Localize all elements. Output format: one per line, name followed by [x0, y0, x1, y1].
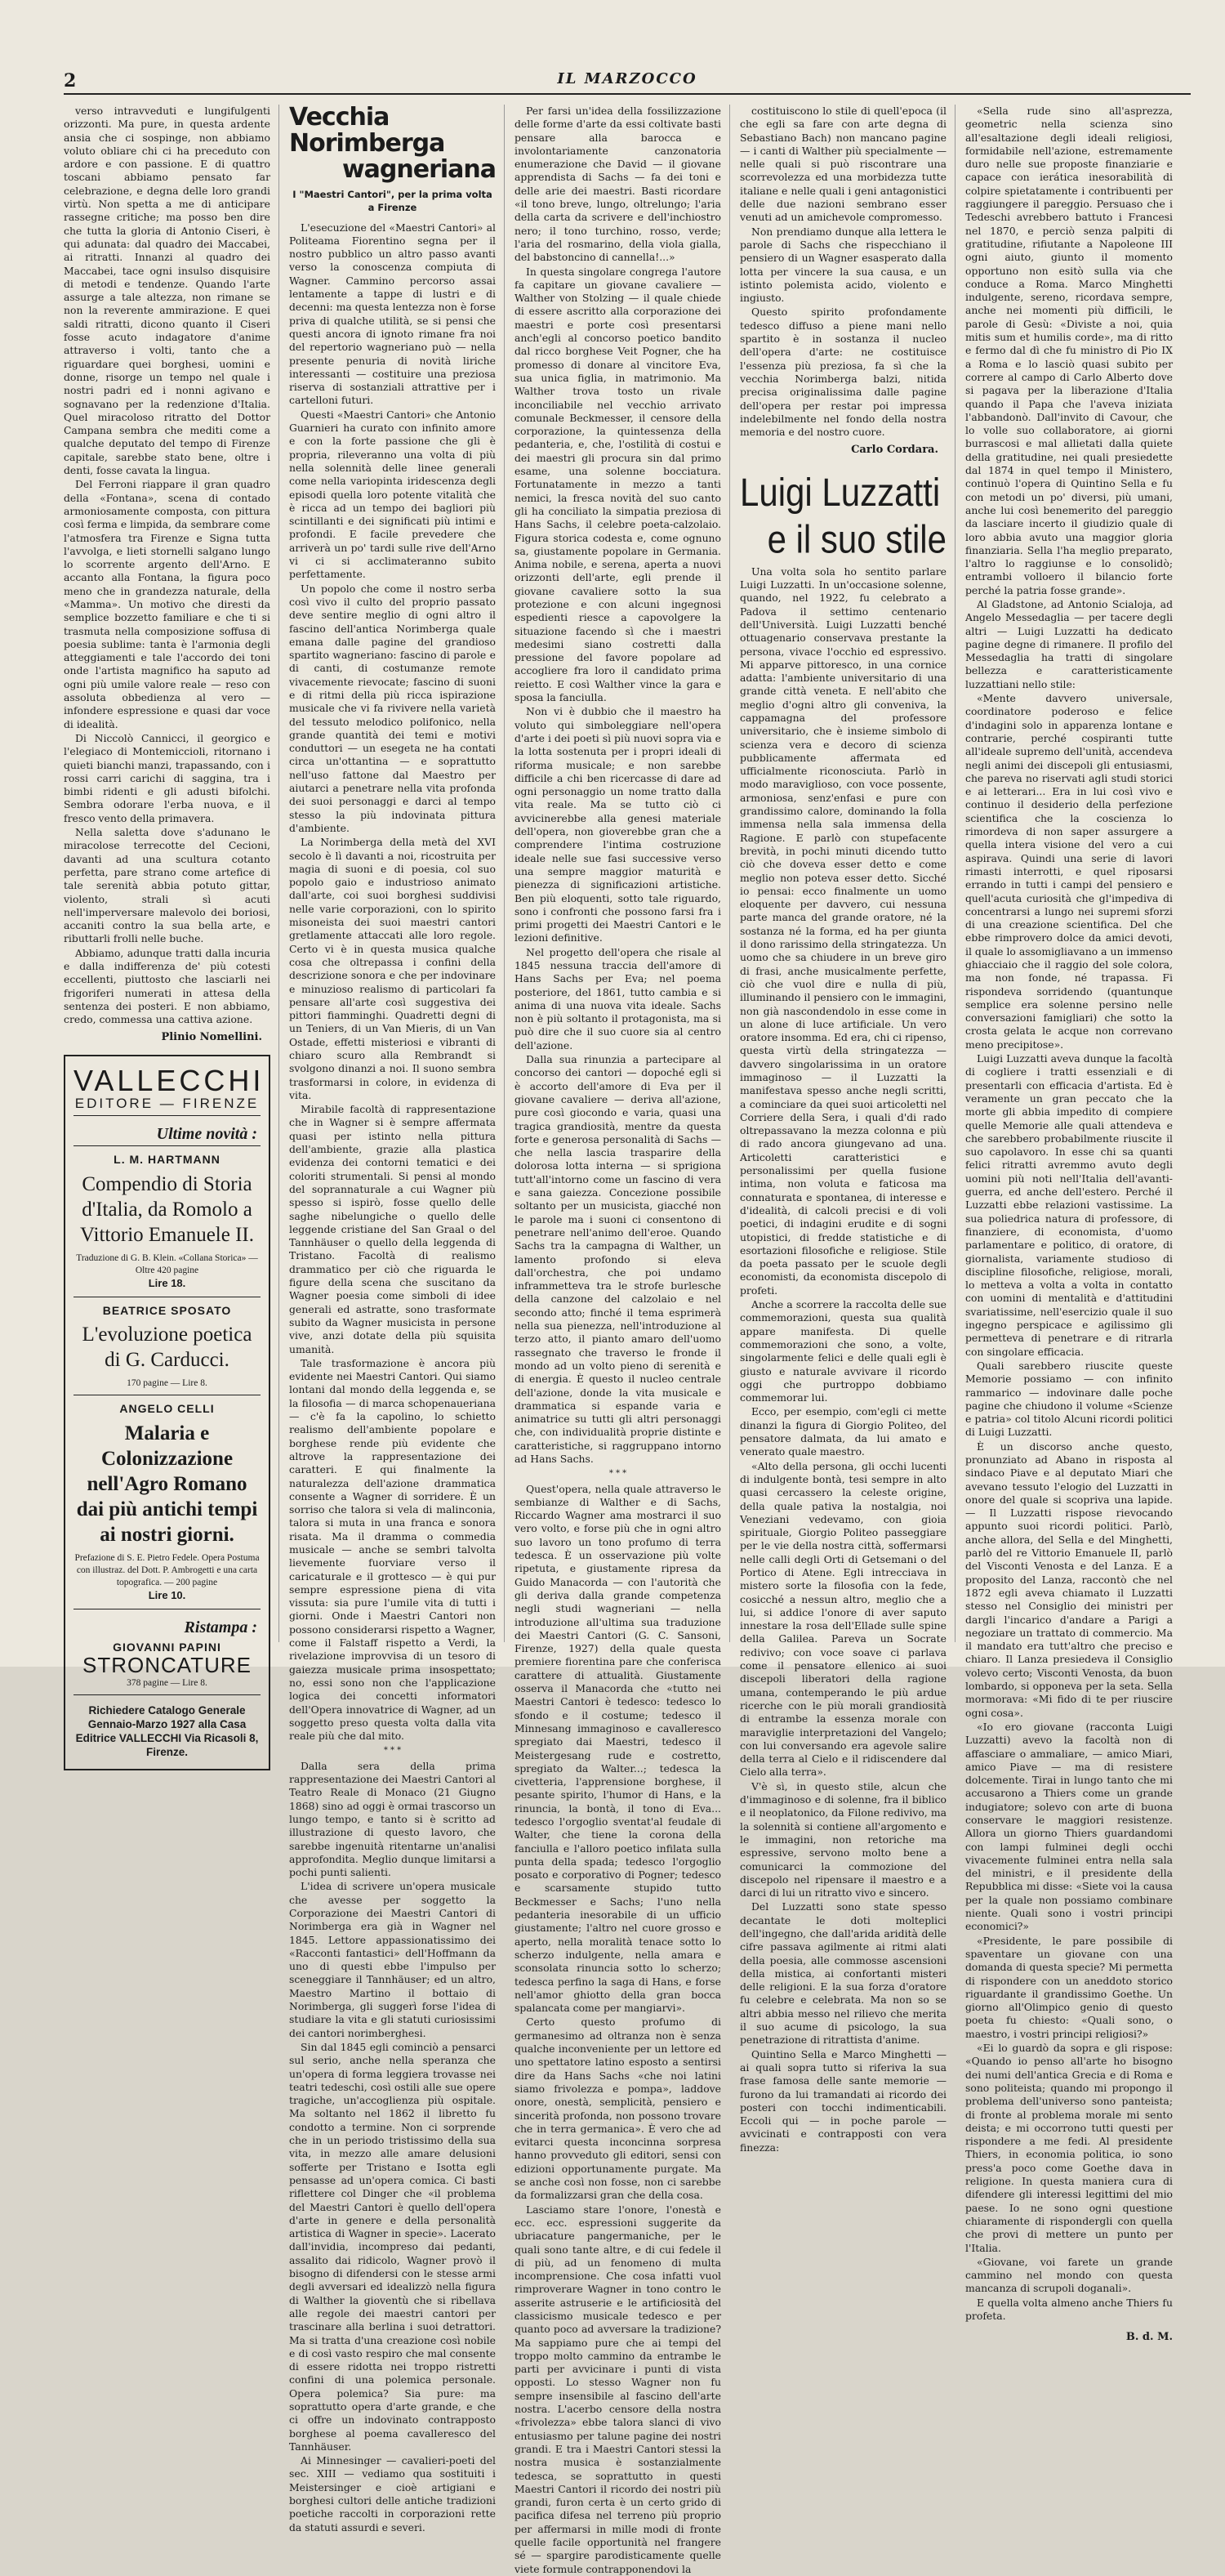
section-separator: * * * [383, 1746, 402, 1756]
headline-line: e il suo stile [767, 516, 947, 561]
ad-publisher: VALLECCHI [74, 1063, 265, 1097]
vallecchi-advertisement [64, 1055, 270, 1770]
ad-book-title: L'evoluzione poetica di G. Carducci. [82, 1324, 252, 1372]
article-headline: wagneriana [341, 155, 496, 184]
paragraph: Lasciamo stare l'onore, l'onestà e ecc. ecc. espressioni suggerite da ubriacature pangermaniche, per le quali sono tante altre, e di cui fedele il di più, ad un fenomeno di multa incomprensione. Che cosa infatti vuol rimproverare Wagner in tono contro le asserite astruserie e le artificiosità del classicismo musicale tedesco e per quanto poco ad avversare la tradizione? Ma sappiamo pure che ai tempi del troppo molto cammino da entrambe le parti per avvicinare i punti di vista opposti. Lo stesso Wagner non fu sempre insensibile al fascino dell'arte nostra. L'acerbo censore della nostra «frivolezza» ebbe talora slanci di vivo entusiasmo per talune pagine dei nostri grandi. E tra i Maestri Cantori stessi la nostra musica è sostanzialmente tedesca, se soprattutto in questi Maestri Cantori il ricordo dei nostri più grandi, furon certa è un certo grido di pacifica difesa nel terreno più proprio per affermarsi in mille modi di fronte quelle facile opportunità nel frangere sé — spargire parodisticamente quelle viete formule contrapponendovi la [514, 2203, 721, 2575]
ad-reprint-label: Ristampa : [184, 1618, 257, 1636]
paragraph: costituiscono lo stile di quell'epoca (il che egli sa fare con arte degna di Sebastiano Bach) non mancano pagine — i canti di Walther più specialmente — nelle quali si può riscontrare una scorrevolezza ed una morbidezza tutte italiane e nelle quali i geni antagonistici delle due nazioni sembrano esser venuti ad un amichevole compromesso. [740, 105, 947, 224]
paragraph: «Presidente, le pare possibile di spaventare un giovane con una domanda di questa specie? Mi permetta di rispondere con un aneddoto storico riguardante il grandissimo Goethe. Un giorno all'Olimpico genio di questo poeta fu chiesto: «Quali sono, o maestro, i vostri principi religiosi?» [965, 1934, 1173, 2040]
ad-book-author: ANGELO CELLI [119, 1402, 215, 1416]
paragraph: Tale trasformazione è ancora più evidente nei Maestri Cantori. Qui siamo lontani dal mondo della leggenda e, se la filosofia — di marca schopenaueriana — c'è fa la capolino, lo schietto realismo dell'ambiente popolare e borghese rende più evidente che altrove la rappresentazione dei caratteri. E qui finalmente la naturalezza dell'azione drammatica consente a Wagner di sorridere. È un sorriso che talora si vela di malinconia, talora si muta in una franca e sonora risata. Ma il dramma o commedia musicale — anche se sembri talvolta lievemente fuorviare verso il caricaturale e il grottesco — è qui pur sempre espressione piena di vita vissuta: sia pure l'umile vita di tutti i giorni. Onde i Maestri Cantori non possono considerarsi rispetto a Wagner, come il Falstaff rispetto a Verdi, la rivelazione improvvisa di un tesoro di gaiezza musicale prima insospettato; no, essi sono non che l'applicazione logica dei concetti informatori dell'Opera innovatrice di Wagner, ad un soggetto preso questa volta dalla vita reale più che dal mito. [289, 1356, 496, 1743]
headline-line: Luigi Luzzatti [740, 469, 941, 514]
ad-book-price: Lire 18. [148, 1276, 186, 1289]
ad-reprint-detail: 378 pagine — Lire 8. [127, 1677, 207, 1688]
article-subhead: I "Maestri Cantori", per la prima volta a Firenze [292, 189, 492, 214]
paragraph: «Giovane, voi farete un grande cammino nel mondo con questa mancanza di scrupoli doganali». [965, 2255, 1173, 2295]
paragraph: È un discorso anche questo, pronunziato ad Abano in risposta al sindaco Piave e al deputato Miari che avevano tessuto l'elogio del Luzzatti in onore del quale si scopriva una lapide. — Il Luzzatti rispose rievocando appunto suoi ricordi politici. Parlò, anche allora, del Sella e del Minghetti, parlò del re Vittorio Emanuele II, parlò del Visconti Venosta e del Lanza. E a proposito del Lanza, raccontò che nel 1872 egli aveva chiamato il Luzzatti stesso nel Consiglio dei ministri per dargli l'incarico d'andare a Parigi a negoziare un trattato di commercio. Ma il mandato era tutt'altro che preciso e chiaro. Il Lanza presiedeva il Consiglio volevo certo; Visconti Venosta, da buon lombardo, si opponeva per la seta. Sella mormorava: «Mi fido di te per riuscire ogni cosa». [965, 1440, 1173, 1719]
paragraph: verso intravveduti e lungifulgenti orizzonti. Ma pure, in questa ardente ansia che ci sospinge, non abbiamo voluto obliare chi ci ha preceduto con ardore e con passione. E di quattro toscani abbiamo pensato far celebrazione, e degna delle loro grandi virtù. Non spetta a me di anticipare rassegne critiche; ma posso ben dire che tutta la gloria di Antonio Ciseri, è qui adunata: dal quadro dei Maccabei, ai ritratti. Innanzi al quadro dei Maccabei, tace ogni insulso disquisire di metodi e tendenze. Quando l'arte assurge a tale altezza, non rimane se non la reverente ammirazione. E quei saldi ritratti, dicono quanto il Ciseri fosse acuto indagatore d'anime attraverso i volti, tanto che a riguardare quei borghesi, uomini e donne, risorge un tempo nel quale i nostri padri ed i nonni agivano e sognavano per la redenzione d'Italia. Quel miracoloso ritratto del Dottor Campana sembra che mediti come a qualche deputato del tempo di Firenze capitale, sarebbe stato bene, oltre i denti, fosse cavata la lingua. [64, 105, 270, 477]
paragraph: Luigi Luzzatti aveva dunque la facoltà di cogliere i tratti essenziali e di presentarli con efficacia d'artista. Ed è veramente un gran peccato che la morte gli abbia impedito di compiere quelle Memorie alle quali attendeva e che sarebbero probabilmente riuscite il suo capolavoro. In esse chi sa quanti felici ritratti avremmo avuto degli uomini più noti nell'Italia dell'avanti-guerra, ed anche dell'estero. Perché il Luzzatti ebbe relazioni vastissime. La sua poliedrica natura di professore, di finanziere, di economista, d'uomo parlamentare e politico, di oratore, di giornalista, variamente studioso di discipline filosofiche, religiose, morali, lo metteva a volta a volta in contatto con uomini di mentalità e d'attitudini svariatissime, nell'esercizio quale il suo ingegno perspicace e agilissimo gli permetteva di penetrare e di ritrarla con singolare efficacia. [965, 1052, 1173, 1358]
paragraph: Una volta sola ho sentito parlare Luigi Luzzatti. In un'occasione solenne, quando, nel 1922, fu celebrato a Padova il settimo centenario dell'Università. Luigi Luzzatti benché ottuagenario conservava prestante la persona, vivace l'occhio ed espressivo. Mi apparve pittoresco, in una cornice adatta: l'ambiente universitario di una grande città veneta. E nell'abito che meglio d'ogni altro gli conveniva, la cappamagna del professore universitario, che è insieme simbolo di scienza vera e decoro di scienza pubblicamente affermata ed ufficialmente riconosciuta. Parlò in modo maraviglioso, con voce possente, armoniosa, senz'enfasi e pure con grandissimo calore, dominando la folla immensa nella sala immensa della Ragione. E parlò con stupefacente brevità, in pochi minuti dicendo tutto ciò che doveva esser detto e come meglio non poteva esser detto. Sicché io pensai: ecco finalmente un uomo eloquente per davvero, cui nessuna parte manca del grande oratore, né la sostanza né la forma, ed ha per giunta il dono rarissimo della stringatezza. Un uomo che sa chiudere in un breve giro di frasi, anche musicalmente perfette, ciò che vuol dire e nulla di più, illuminando il pensiero con le immagini, non già nascondendolo in esse come in un alone di luce artificiale. Un vero oratore insomma. Ed era, chi ci ripenso, questa virtù della stringatezza — davvero singolarissima in un oratore immaginoso — il Luzzatti la manifestava spesso anche negli scritti, a cominciare da quei suoi articoletti nel Corriere della Sera, i quali d'di rado oltrepassavano la mezza colonna e più di rado ancora giungevano ad una. Articoletti caratteristici e personalissimi per quella fusione intima, non voluta e faticosa ma connaturata e spontanea, di interesse e d'idealità, di calcoli precisi e di voli poetici, di indagini erudite e di sogni utopistici, di fredde statistiche e di esortazioni filosofiche e religiose. Stile da poeta passato per le scuole degli economisti, da economista discepolo di profeti. [740, 565, 947, 1297]
article-headline: Vecchia Norimberga [289, 103, 445, 158]
section-separator: * * * [608, 1469, 627, 1479]
paragraph: Ai Minnesinger — cavalieri-poeti del sec. XIII — vediamo qua sostituiti i Meistersinger e cioè artigiani e borghesi cultori delle antiche tradizioni poetiche raccolti in corporazioni rette da statuti assurdi e severi. [289, 2454, 496, 2534]
paragraph: Nella saletta dove s'adunano le miracolose terrecotte del Cecioni, davanti ad una scultura cotanto perfetta, pare strano come artefice di tale serenità abbia potuto gittar, violento, strali sì acuti nell'imperversare malevolo dei boriosi, accaniti contro la sua bella arte, e ributtarli frolli nelle buche. [64, 826, 270, 945]
ad-new-label: Ultime novità : [156, 1125, 257, 1144]
paragraph: Quali sarebbero riuscite queste Memorie possiamo — con infinito rammarico — indovinare dalle poche pagine che chiudono il volume «Scienze e patria» col titolo Alcuni ricordi politici di Luigi Luzzatti. [965, 1359, 1173, 1439]
ad-book-price: Lire 10. [148, 1588, 186, 1601]
ad-divider [74, 1694, 261, 1695]
ad-book-detail: 170 pagine — Lire 8. [127, 1378, 207, 1389]
paragraph: «Io ero giovane (racconta Luigi Luzzatti) avevo la facoltà non di affasciare o ammaliare, — amico Miari, amico Piave — ma di resistere dolcemente. Tirai in lungo tanto che mi accusarono a Thiers come un grande indugiatore; solevo con arte di buona conservare le maggiori resistenze. Allora un giorno Thiers guardandomi con lampi fulminei degli occhi vivacemente fulminei entra nella sala del ministri, e il presidente della Repubblica mi disse: «Siete voi la causa per la quale non possiamo combinare niente. Quali sono i vostri principi economici?» [965, 1720, 1173, 1933]
paragraph: Abbiamo, adunque tratti dalla incuria e dalla indifferenza de' più cotesti eccellenti, piuttosto che lasciarli nei frigoriferi numerati in attesa della sentenza dei posteri. E non abbiamo, credo, commessa una cattiva azione. [64, 946, 270, 1026]
paragraph: L'idea di scrivere un'opera musicale che avesse per soggetto la Corporazione dei Maestri Cantori di Norimberga era già in Wagner nel 1845. Lettore appassionatissimo dei «Racconti fantastici» dell'Hoffmann da uno di questi ebbe l'impulso per sceneggiare il Tannhäuser; ed un altro, Maestro Martino il bottaio di Norimberga, gli suggerì forse l'idea di studiare la vita e gli statuti curiosissimi dei cantori norimberghesi. [289, 1880, 496, 2039]
paragraph: Non vi è dubbio che il maestro ha voluto qui simboleggiare nell'opera d'arte i dei poeti sì più nuovi sopra via e la lotta sostenuta per i propri ideali di riforma musicale; e non sarebbe difficile a chi ben ricercasse di dare ad ogni personaggio un nome tratto dalla vita reale. Ma se tutto ciò ci avvicinerebbe alla genesi materiale dell'opera, non gioverebbe gran che a comprendere l'intima costruzione ideale nelle sue fasi successive verso una sempre maggior maturità e pienezza di significazioni artistiche. Ben più eloquenti, sotto tale riguardo, sono i confronti che possono farsi fra i primi progetti dei Maestri Cantori e le lezioni definitive. [514, 705, 721, 944]
paragraph: Non prendiamo dunque alla lettera le parole di Sachs che rispecchiano il pensiero di un Wagner esasperato dalla lotta per vincere la sua causa, e un istinto polemista acido, violento e ingiusto. [740, 225, 947, 305]
paragraph: Quest'opera, nella quale attraverso le sembianze di Walther e di Sachs, Riccardo Wagner ama mostrarci il suo vero volto, e forse più che in ogni altro suo lavoro un tono profumo di terra tedesca. È un osservazione più volte ripetuta, e giustamente ripresa da Guido Manacorda — con l'autorità che gli deriva dalla grande competenza negli studi wagneriani — nella introduzione all'ultima sua traduzione dei Maestri Cantori (G. C. Sansoni, Firenze, 1927) della quale questa premiere fiorentina pare che conferisca carattere di attualità. Giustamente osserva il Manacorda che «tutto nei Maestri Cantori è tedesco: tedesco lo sfondo e il costume; tedesco il Minnesang immaginoso e cavalleresco spregiato dai Maestri, tedesco il Meistergesang rude e costretto, spregiato da Walter...; tedesca la civetteria, l'apprensione borghese, il pesante spirito, l'humor di Hans, e la rinuncia, la bontà, il tono di Eva... tedesco l'orgoglio sventat'al feudale di Walter, che tiene la corona della fanciulla e l'alloro poetico infilata sulla punta della spada; tedesco l'orgoglio posato e corporativo di Pogner; tedesco e scarsamente stupido tutto Beckmesser e Sachs; l'uno nella pedanteria inesorabile di un ufficio giustamente; l'altro nel cuore grosso e aperto, nella moralità tenace sotto lo scherzo indulgente, nella amara e sconsolata rinuncia sotto lo scherzo; tedesca perfino la saga di Hans, e forse nell'amor ghiotto della gran bocca spalancata come per mangiarvi». [514, 1482, 721, 2015]
page-number: 2 [64, 70, 77, 92]
paragraph: Ecco, per esempio, com'egli ci mette dinanzi la figura di Giorgio Politeo, del pensatore dalmata, da lui amato e venerato quale maestro. [740, 1405, 947, 1458]
ad-divider [74, 1145, 261, 1146]
column-4 [740, 105, 956, 2154]
paragraph: Del Luzzatti sono state spesso decantate le doti molteplici dell'ingegno, che dall'arida aridità delle cifre passava agilmente ai ritmi alati della poesia, alle commosse ascensioni della mistica, ai confortanti misteri delle religioni. E la sua forza d'oratore fu celebre e celebrata. Ma non so se altri abbia messo nel rilievo che merita il suo acume di psicologo, la sua penetrazione di ritrattista d'anime. [740, 1900, 947, 2047]
ad-reprint-title: STRONCATURE [82, 1653, 252, 1678]
paragraph: Dalla sera della prima rappresentazione dei Maestri Cantori al Teatro Reale di Monaco (21 Giugno 1868) sino ad oggi è ormai trascorso un lungo tempo, e tanto si è scritto ad illustrazione di questo lavoro, che sarebbe ingenuità ritentarne un'analisi approfondita. Meglio dunque limitarsi a pochi punti salienti. [289, 1759, 496, 1879]
column-2 [289, 103, 505, 2534]
paragraph: Quintino Sella e Marco Minghetti — ai quali sopra tutto si riferiva la sua frase famosa delle sante memorie — furono da lui tramandati ai ricordo dei posteri con tocchi indimenticabili. Eccoli qui — in poche parole — avvicinati e contrapposti con vera finezza: [740, 2047, 947, 2154]
paragraph: Del Ferroni riappare il gran quadro della «Fontana», scena di contado armoniosamente composta, con pittura così ferma e limpida, da sembrare come l'atmosfera tra Firenze e Signa tutta l'avvolga, e lieti stornelli salgano lungo lo scorrente argento dell'Arno. E accanto alla Fontana, la figura poco meno che in grandezza naturale, della «Mamma». Un motivo che diresti da semplice bozzetto familiare e che ti si trasmuta nella composizione soffusa di poesia sublime: tanta è l'armonia degli atteggiamenti e tale l'accordo dei toni onde l'artista magnifico ha saputo ad ogni più umile valore reale — reso con assoluta obbedienza al vero — infondere espressione e quasi dar voce di idealità. [64, 478, 270, 730]
ad-book-author: L. M. HARTMANN [114, 1153, 220, 1167]
ad-city-line: EDITORE — FIRENZE [74, 1097, 261, 1116]
column-5 [965, 105, 1181, 2344]
ad-book-detail: Prefazione di S. E. Pietro Fedele. Opera Postuma con illustraz. del Dott. P. Ambrogetti e una carta topografica. — 200 pagine [74, 1552, 260, 1587]
author-signature: Plinio Nomellini. [161, 1031, 262, 1044]
ad-reprint-author: GIOVANNI PAPINI [113, 1641, 221, 1654]
paragraph: V'è sì, in questo stile, alcun che d'immaginoso e di solenne, fra il biblico e il neoplatonico, da Filone redivivo, ma la solennità si contiene all'argomento e le immagini, non retoriche ma espressive, servono molto bene a comunicarci la commozione del discepolo nel ripensare il maestro e a darci di lui un ritratto vivo e sincero. [740, 1779, 947, 1900]
paragraph: Anche a scorrere la raccolta delle sue commemorazioni, questa sua qualità appare manifesta. Di quelle commemorazioni che sono, a volte, singolarmente felici e delle quali egli è giusto e naturale avvivare il ricordo oggi che purtroppo dobbiamo commemorar lui. [740, 1298, 947, 1404]
nomellini-article [64, 105, 270, 1045]
paragraph: «Ei lo guardò da sopra e gli rispose: «Quando io penso all'arte ho bisogno dei numi dell'antica Grecia e di Roma e sono politeista; quando mi propongo il problema dell'universo sono panteista; di fronte al problema morale mi sento deista; e mi occorrono tutti questi per rispondere a me fedi. Al presidente Thiers, in economia politica, io sono press'a poco come Goethe dava in religione. In questa maniera cura di difendere gli interessi legittimi del mio paese. Io ne sono ogni questione chiaramente di rispondergli con quella che provi di mettere un punto per l'Italia. [965, 2042, 1173, 2254]
paragraph: L'esecuzione del «Maestri Cantori» al Politeama Fiorentino segna per il nostro pubblico un altro passo avanti verso la conoscenza compiuta di Wagner. Cammino percorso assai lentamente a tappe di lustri e di decenni: ma questa lentezza non è forse priva di qualche utilità, se si pensi che questi ancora di ignoto rimane fra noi del repertorio wagneriano può — nella presente penuria di novità liriche interessanti — costituire una preziosa riserva di sostanziali attrattive per i cartelloni futuri. [289, 221, 496, 407]
paragraph: «Mente davvero universale, coordinatore poderoso e felice d'indagini solo in apparenza lontane e contrarie, perché cospiranti tutte all'ideale supremo dell'unità, accendeva negli animi dei discepoli gli entusiasmi, che pareva no riservati agli studi storici e ai letterari... Era in lui così vivo e continuo il desiderio della perfezione scientifica che la coscienza lo rimordeva di non saper assurgere a quella intera visione del vero a cui aspirava. Quindi una serie di lavori rimasti interrotti, e quel riposarsi errando in tutti i campi del pensiero e quell'acuta curiosità che gl'impediva di concentrarsi a lungo nei supremi sforzi di una creazione scientifica. Del che ebbe rimprovero dolce da amici devoti, il quale lo assomigliavano a un immenso ghiacciaio che il raggio del sole colora, ma non fonde, né trapassa. Fi rispondeva sorridendo (quantunque semplice era solenne persino nelle conversazioni famigliari) che sotto la crosta gelata le acque non correvano meno precipitose». [965, 692, 1173, 1051]
ad-book-title: Malaria e Colonizzazione nell'Agro Romano dai più antichi tempi ai nostri giorni. [76, 1422, 258, 1546]
paragraph: Al Gladstone, ad Antonio Scialoja, ad Angelo Messedaglia — per tacere degli altri — Luigi Luzzatti ha dedicato pagine degne di rimanere. Il profilo del Messedaglia ha tratti di singolare bellezza e caratteristicamente luzzattiani nello stile: [965, 597, 1173, 690]
page-header [64, 70, 1191, 95]
paragraph: Un popolo che come il nostro serba così vivo il culto del proprio passato deve sentire meglio di ogni altro il fascino dell'antica Norimberga quale emana dalle pagine del grandioso spartito wagneriano: fascino di parole e di canti, di costumanze remote vivacemente rievocate; fascino di suoni e di ritmi della più ricca ispirazione musicale che vi fa rivivere nella varietà del tessuto melodico polifonico, nella grande quantità dei temi e motivi conduttori — un esegeta ne ha contati circa un'ottantina — e soprattutto nell'uso fattone dal Maestro per aiutarci a penetrare nella vita profonda dei suoi personaggi e darci al tempo stesso la più indovinata pittura d'ambiente. [289, 582, 496, 834]
paragraph: Questo spirito profondamente tedesco diffuso a piene mani nello spartito è in sostanza il nucleo dell'opera d'arte: ne costituisce l'essenza più preziosa, fa sì che la vecchia Norimberga balzi, nitida precisa originalissima dalle pagine dell'opera per restar poi impressa indelebilmente nel fondo della nostra memoria e del nostro cuore. [740, 306, 947, 439]
paragraph: Di Niccolò Cannicci, il georgico e l'elegiaco di Montemiccioli, ritornano i quieti bianchi manzi, trapassando, con i rossi carri carichi di saggina, tra i bimbi ridenti e gli adusti bifolchi. Sembra odorare l'erba nuova, e il fresco vento della primavera. [64, 731, 270, 824]
column-3 [514, 105, 730, 2575]
paragraph: E quella volta almeno anche Thiers fu profeta. [965, 2296, 1173, 2322]
columns [64, 103, 1191, 2575]
paragraph: Nel progetto dell'opera che risale al 1845 nessuna traccia dell'amore di Hans Sachs per Eva; nel poema posteriore, del 1861, tutto cambia e si anima di una nuova vita ideale. Sachs non è più soltanto il protagonista, ma si può dire che il suo cuore sia al centro dell'azione. [514, 945, 721, 1051]
paragraph: Sin dal 1845 egli cominciò a pensarci sul serio, anche nella speranza che un'opera di forma leggiera trovasse nei teatri tedeschi, così ostili alle sue opere tragiche, un'accoglienza più ospitale. Ma soltanto nel 1862 il libretto fu condotto a termine. Non ci sorprende che in un periodo tristissimo della sua vita, in mezzo alle amare delusioni sofferte per Tristano e Isotta egli pensasse ad un'opera comica. Ci basti riflettere col Dinger che «il problema del Maestri Cantori è quello dell'opera d'arte in genere e della personalità artistica di Wagner in specie». Lacerato dall'invidia, incompreso dai pedanti, assalito dai ridicolo, Wagner provò il bisogno di difendersi con le stesse armi degli avversari ed idealizzò nella figura di Walther la gioventù che si ribellava alle regole dei maestri cantori per trascinare alla berlina i suoi detrattori. Ma si tratta d'una creazione così nobile e di così vasto respiro che mal consente di essere ridotta nei troppo ristretti confini di una polemica personale. Opera polemica? Sia pure: ma soprattutto opera d'arte grande, e che ci offre un indovinato contrapposto borghese al poema cavalleresco del Tannhäuser. [289, 2040, 496, 2453]
ad-book-title: Compendio di Storia d'Italia, da Romolo a Vittorio Emanuele II. [79, 1172, 254, 1246]
column-1 [64, 105, 279, 1758]
ad-book-author: BEATRICE SPOSATO [102, 1303, 232, 1317]
paragraph: Per farsi un'idea della fossilizzazione delle forme d'arte da essi coltivate basti pensare alla barocca e involontariamente canzonatoria enumerazione che David — il giovane apprendista di Sachs — fa dei toni e delle arie dei maestri. Basti ricordare «il tono breve, lungo, oltrelungo; l'aria della carta da scrivere e dell'inchiostro nero; il tono turchino, rosso, verde; l'aria del rosmarino, della viola gialla, del babstoncino di cannella!...» [514, 105, 721, 264]
author-signature: Carlo Cordara. [851, 444, 938, 457]
paragraph: In questa singolare congrega l'autore fa capitare un giovane cavaliere — Walther von Stolzing — il quale chiede di essere ascritto alla corporazione dei maestri e porte così presentarsi anch'egli al concorso poetico bandito dal ricco borghese Veit Pogner, che ha promesso di donare al vincitore Eva, sua unica figlia, in matrimonio. Ma Walther trova tosto un rivale inconciliabile nel vecchio arrivato comunale Beckmesser, il censore della corporazione, la quintessenza della pedanteria, e, che, l'ostilità di costui e dei maestri gli procura sin dal primo esame, una solenne bocciatura. Fortunatamente in mezzo a tanti nemici, la fresca novità del suo canto gli ha conciliato la simpatia preziosa di Hans Sachs, il celebre poeta-calzolaio. Figura storica codesta e, come ognuno sa, giustamente popolare in Germania. Anima nobile, e serena, aperta a nuovi orizzonti dell'arte, egli prende il giovane cavaliere sotto la sua protezione e con alcuni ingegnosi espedienti riesce a capovolgere la situazione facendo sì che i maestri medesimi siano costretti dalla pressione del favore popolare ad accogliere fra loro il candidato prima reietto. E così Walther vince la gara e sposa la fanciulla. [514, 265, 721, 704]
paragraph: Mirabile facoltà di rappresentazione che in Wagner si è sempre affermata quasi per istinto nella pittura dell'ambiente, grazie alla plastica evidenza dei contorni tematici e dei coloriti strumentali. Si pensi al mondo del soprannaturale a cui Wagner più spesso si ispirò, fosse quello delle saghe nibelungiche o quello delle leggende cristiane del San Graal o del Tannhäuser o quello della leggenda di Tristano. Facoltà di realismo drammatico per ciò che riguarda le figure della scena che suscitano da Wagner poesia come simboli di idee generali ed astratte, sono trasformate subito da Wagner musicista in persone vive, anzi dotate della più squisita umanità. [289, 1103, 496, 1355]
paragraph: Questi «Maestri Cantori» che Antonio Guarnieri ha curato con infinito amore e con la forte passione che gli è propria, rileveranno una volta di più nella solennità delle linee generali come nella variopinta iridescenza degli episodi quella loro potente vitalità che è ricca ad un tempo dei bagliori più scintillanti e dei significati più intimi e profondi. E facile prevedere che arriverà un po' tardi sulle rive dell'Arno vi ci si acclimateranno subito perfettamente. [289, 408, 496, 581]
article-headline [740, 469, 947, 563]
paragraph: Certo questo profumo di germanesimo ad oltranza non è senza qualche inconveniente per un lettore ed uno spettatore latino esposto a sentirsi dire da Hans Sachs «che noi latini siamo frivolezza e pompa», laddove onore, onestà, semplicità, pensiero e sincerità profonda, non possono trovare che in terra germanica». È vero che ad evitarci questa inconcinna sorpresa hanno provveduto gli editori, sensi con edizioni opportunamente purgate. Ma se anche così non fosse, non ci sarebbe da formalizzarsi gran che della cosa. [514, 2016, 721, 2202]
paragraph: Dalla sua rinunzia a partecipare al concorso dei cantori — dopoché egli si è accorto dell'amore di Eva per il giovane cavaliere — deriva all'azione, pure così giocondo e varia, quasi una tragica grandiosità, mentre da questa forte e generosa personalità di Sachs — che nella lascia trasparire della dolorosa lotta interna — si sprigiona tutt'all'intorno come un fascino di vera e sana gaiezza. Concezione possibile soltanto per un musicista, giacché non le parole ma i suoni ci consentono di penetrare nell'animo dell'eroe. Quando Sachs tra la campagna di Walther, un lamento profondo si eleva dall'orchestra, che poi undamo inframmetteva tra le strofe burlesche della canzone del calzolaio e nel secondo atto; finché il tema esprimerà nella sua pienezza, nell'introduzione al terzo atto, il pianto amaro dell'uomo rassegnato che traverso le fronde il mondo ad un volto pieno di serenità e di energia. È questo il nucleo centrale dell'azione, donde la vita musicale e drammatica si espande varia e animatrice su tutti gli altri personaggi che, con individualità proprie distinte e caratteristiche, si raggruppano intorno ad Hans Sachs. [514, 1053, 721, 1465]
author-signature: B. d. M. [1125, 2331, 1173, 2344]
ad-book-detail: Traduzione di G. B. Klein. «Collana Storica» — Oltre 420 pagine [76, 1252, 258, 1275]
masthead: IL MARZOCCO [557, 70, 697, 87]
paragraph: «Sella rude sino all'asprezza, geometric nella scienza sino all'esaltazione degli ideali religiosi, formidabile nell'azione, estremamente duro nelle sue proposte finanziarie e capace con ierática inesorabilità di colpire spietatamente i contribuenti per raggiungere il pareggio. Persuaso che i Tedeschi avrebbero battuto i Francesi nel 1870, e perciò senza palpiti di gratitudine, rifiutante a Napoleone III ogni aiuto, giunto il momento opportuno non esitò sulla via che conduce a Roma. Marco Minghetti indulgente, sereno, ricordava sempre, anche nei momenti più difficili, le parole di Gesù: «Diviste a noi, quia mitis sum et humilis corde», ma di ritto e fermo dal dì che fu ministro di Pio IX a Roma e lo lasciò quasi subito per correre al campo di Carlo Alberto dove si pagava per la liberazione d'Italia quando il Papa che l'aveva iniziata l'abbandonò. Dall'invito di Cavour, che lo volle suo collaboratore, ai giorni burrascosi e mal allietati dalla quiete della gratitudine, nei quali presiedette dal 1874 in quel tempo il Ministero, continuò l'opera di Quintino Sella e fu con metodi un po' diversi, più umani, anche lui così benemerito del pareggio da lasciare incerto il giudizio quale di loro abbia avuto una maggior gloria finanziaria. Sella l'ha meglio preparato, l'altro lo raggiunse e lo consolidò; entrambi volloero il bilancio forte perché la patria fosse grande». [965, 105, 1173, 596]
ad-footer: Richiedere Catalogo Generale Gennaio-Marzo 1927 alla Casa Editrice VALLECCHI Via Ricasoli 8, Firenze. [75, 1703, 259, 1758]
paragraph: La Norimberga della metà del XVI secolo è lì davanti a noi, ricostruita per magia di suoni e di poesia, col suo popolo gaio e industrioso animato dall'arte, coi suoi borghesi suddivisi nelle varie corporazioni, con lo spirito misoneista dei suoi maestri cantori gretlamente attaccati alle loro regole. Certo vi è in questa musica qualche cosa che oltrepassa i confini della descrizione sonora e che per indovinare e minuzioso realismo di particolari fa pensare all'arte così suggestiva dei pittori fiamminghi. Quadretti degni di un Teniers, di un Van Mieris, di un Van Ostade, effetti misteriosi e vibranti di chiaro scuro alla Rembrandt si svolgono dinanzi a noi. Il suono sembra trasformarsi in colore, in evidenza di vita. [289, 836, 496, 1101]
paragraph: «Alto della persona, gli occhi lucenti di indulgente bontà, tesi sempre in alto quasi cercassero la celeste origine, della quale pativa la nostalgia, noi Veneziani vedevamo, con gioia spirituale, Giorgio Politeo passeggiare per le vie della nostra città, soffermarsi nelle calli degli Orti di Getsemani o del Portico di Atene. Egli intrecciava in mistero sorte la filosofia con la fede, cosicché a nessun altro, meglio che a lui, si addice l'onore di aver saputo innestare la rosa dell'Ellade sulle spine della Galilea. Pareva un Socrate redivivo; con voce soave ci parlava come il pensatore ellenico ai suoi discepoli liberatori della ragione umana, contemperando le più ardue ricerche con le più morali grandiosità di entrambe la essenza morale con maraviglie interpretazioni del Vangelo; con lui conversando era agevole salire della terra al Cielo e il ridiscendere dal Cielo alla terra». [740, 1459, 947, 1779]
